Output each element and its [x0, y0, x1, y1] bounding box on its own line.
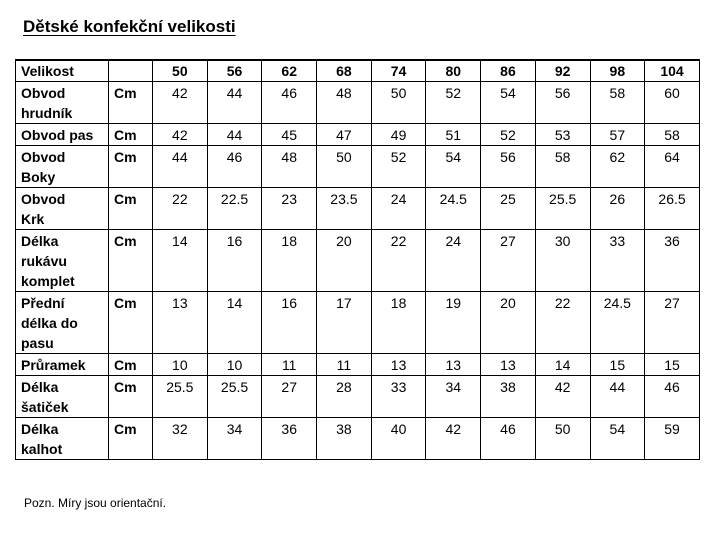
header-size-cell: 104 [645, 60, 700, 82]
measurement-value-cell: 62 [590, 146, 645, 188]
measurement-value-cell: 58 [535, 146, 590, 188]
header-label-cell: Velikost [16, 60, 109, 82]
measurement-value-cell: 26.5 [645, 188, 700, 230]
measurement-value-cell: 24.5 [426, 188, 481, 230]
measurement-value-cell: 17 [317, 292, 372, 354]
row-label-line: kalhot [21, 441, 63, 457]
measurement-value-cell: 34 [426, 376, 481, 418]
measurement-value-cell: 42 [153, 82, 208, 124]
header-size-cell: 92 [535, 60, 590, 82]
measurement-value-cell: 36 [645, 230, 700, 292]
header-size-cell: 50 [153, 60, 208, 82]
measurement-value-cell: 27 [645, 292, 700, 354]
measurement-value-cell: 25.5 [153, 376, 208, 418]
row-label-line: pasu [21, 335, 54, 351]
table-row [16, 418, 700, 460]
row-label-line: Obvod pas [21, 127, 94, 143]
row-label-cell [16, 354, 109, 376]
measurement-value-cell: 11 [317, 354, 372, 376]
measurement-value-cell: 50 [535, 418, 590, 460]
measurement-value-cell: 10 [207, 354, 262, 376]
table-header-row [16, 60, 700, 82]
measurement-value-cell: 48 [262, 146, 317, 188]
measurement-value-cell: 13 [371, 354, 426, 376]
measurement-value-cell: 56 [535, 82, 590, 124]
measurement-value-cell: 46 [645, 376, 700, 418]
measurement-value-cell: 51 [426, 124, 481, 146]
measurement-value-cell: 47 [317, 124, 372, 146]
measurement-value-cell: 40 [371, 418, 426, 460]
measurement-value-cell: 38 [481, 376, 536, 418]
row-label-line: Obvod [21, 149, 66, 165]
header-size-cell: 68 [317, 60, 372, 82]
measurement-value-cell: 18 [262, 230, 317, 292]
measurement-value-cell: 14 [153, 230, 208, 292]
row-unit-cell: Cm [109, 82, 153, 124]
measurement-value-cell: 58 [590, 82, 645, 124]
table-row [16, 354, 700, 376]
measurement-value-cell: 49 [371, 124, 426, 146]
row-label-line: Obvod [21, 85, 66, 101]
row-label-line: rukávu [21, 253, 67, 269]
header-size-cell: 74 [371, 60, 426, 82]
measurement-value-cell: 11 [262, 354, 317, 376]
header-size-cell: 62 [262, 60, 317, 82]
measurement-value-cell: 24 [371, 188, 426, 230]
row-label-cell [16, 82, 109, 124]
measurement-value-cell: 16 [262, 292, 317, 354]
measurement-value-cell: 20 [481, 292, 536, 354]
measurement-value-cell: 28 [317, 376, 372, 418]
row-label-cell [16, 418, 109, 460]
measurement-value-cell: 42 [153, 124, 208, 146]
measurement-value-cell: 38 [317, 418, 372, 460]
row-unit-cell: Cm [109, 146, 153, 188]
measurement-value-cell: 52 [481, 124, 536, 146]
measurement-value-cell: 27 [481, 230, 536, 292]
measurement-value-cell: 22 [371, 230, 426, 292]
measurement-value-cell: 14 [207, 292, 262, 354]
measurement-value-cell: 25.5 [207, 376, 262, 418]
measurement-value-cell: 23.5 [317, 188, 372, 230]
row-unit-cell: Cm [109, 188, 153, 230]
table-row [16, 188, 700, 230]
measurement-value-cell: 15 [645, 354, 700, 376]
row-label-line: hrudník [21, 105, 73, 121]
measurement-value-cell: 60 [645, 82, 700, 124]
page-title: Dětské konfekční velikosti [23, 17, 236, 36]
measurement-value-cell: 57 [590, 124, 645, 146]
header-unit-cell [109, 60, 153, 82]
row-label-cell [16, 376, 109, 418]
measurement-value-cell: 13 [481, 354, 536, 376]
measurement-value-cell: 16 [207, 230, 262, 292]
measurement-value-cell: 54 [426, 146, 481, 188]
header-size-cell: 86 [481, 60, 536, 82]
row-label-line: Přední [21, 295, 65, 311]
measurement-value-cell: 30 [535, 230, 590, 292]
measurement-value-cell: 52 [426, 82, 481, 124]
row-label-line: Průramek [21, 357, 86, 373]
footnote: Pozn. Míry jsou orientační. [24, 496, 167, 510]
measurement-value-cell: 24.5 [590, 292, 645, 354]
row-label-cell [16, 146, 109, 188]
measurement-value-cell: 13 [153, 292, 208, 354]
measurement-value-cell: 46 [481, 418, 536, 460]
measurement-value-cell: 23 [262, 188, 317, 230]
measurement-value-cell: 54 [481, 82, 536, 124]
measurement-value-cell: 22.5 [207, 188, 262, 230]
measurement-value-cell: 44 [207, 124, 262, 146]
row-label-line: Boky [21, 169, 56, 185]
row-label-cell [16, 292, 109, 354]
row-unit-cell: Cm [109, 292, 153, 354]
measurement-value-cell: 25 [481, 188, 536, 230]
table-row [16, 292, 700, 354]
row-label-cell [16, 124, 109, 146]
measurement-value-cell: 14 [535, 354, 590, 376]
measurement-value-cell: 44 [590, 376, 645, 418]
row-label-line: Krk [21, 211, 45, 227]
measurement-value-cell: 34 [207, 418, 262, 460]
measurement-value-cell: 42 [535, 376, 590, 418]
row-label-line: Délka [21, 233, 59, 249]
measurement-value-cell: 46 [262, 82, 317, 124]
measurement-value-cell: 32 [153, 418, 208, 460]
measurement-value-cell: 10 [153, 354, 208, 376]
measurement-value-cell: 45 [262, 124, 317, 146]
row-unit-cell: Cm [109, 354, 153, 376]
row-label-line: Délka [21, 421, 59, 437]
measurement-value-cell: 54 [590, 418, 645, 460]
row-unit-cell: Cm [109, 230, 153, 292]
measurement-value-cell: 22 [153, 188, 208, 230]
row-unit-cell: Cm [109, 376, 153, 418]
header-size-cell: 98 [590, 60, 645, 82]
measurement-value-cell: 42 [426, 418, 481, 460]
table-row [16, 146, 700, 188]
row-label-line: komplet [21, 273, 75, 289]
measurement-value-cell: 22 [535, 292, 590, 354]
row-label-cell [16, 230, 109, 292]
measurement-value-cell: 27 [262, 376, 317, 418]
header-size-cell: 80 [426, 60, 481, 82]
row-label-line: Obvod [21, 191, 66, 207]
table-row [16, 82, 700, 124]
measurement-value-cell: 18 [371, 292, 426, 354]
measurement-value-cell: 33 [590, 230, 645, 292]
measurement-value-cell: 24 [426, 230, 481, 292]
row-label-line: Délka [21, 379, 59, 395]
measurement-value-cell: 50 [371, 82, 426, 124]
row-label-cell [16, 188, 109, 230]
measurement-value-cell: 50 [317, 146, 372, 188]
measurement-value-cell: 26 [590, 188, 645, 230]
measurement-value-cell: 46 [207, 146, 262, 188]
measurement-value-cell: 44 [207, 82, 262, 124]
table-row [16, 230, 700, 292]
measurement-value-cell: 59 [645, 418, 700, 460]
row-unit-cell: Cm [109, 418, 153, 460]
measurement-value-cell: 56 [481, 146, 536, 188]
measurement-value-cell: 25.5 [535, 188, 590, 230]
row-unit-cell: Cm [109, 124, 153, 146]
measurement-value-cell: 58 [645, 124, 700, 146]
measurement-value-cell: 19 [426, 292, 481, 354]
size-chart-table [15, 59, 700, 460]
measurement-value-cell: 33 [371, 376, 426, 418]
table-row [16, 124, 700, 146]
measurement-value-cell: 48 [317, 82, 372, 124]
table-row [16, 376, 700, 418]
measurement-value-cell: 44 [153, 146, 208, 188]
measurement-value-cell: 64 [645, 146, 700, 188]
row-label-line: šatiček [21, 399, 69, 415]
measurement-value-cell: 13 [426, 354, 481, 376]
size-chart-table-body [16, 60, 700, 460]
measurement-value-cell: 53 [535, 124, 590, 146]
row-label-line: délka do [21, 315, 78, 331]
measurement-value-cell: 52 [371, 146, 426, 188]
measurement-value-cell: 15 [590, 354, 645, 376]
measurement-value-cell: 20 [317, 230, 372, 292]
header-size-cell: 56 [207, 60, 262, 82]
measurement-value-cell: 36 [262, 418, 317, 460]
